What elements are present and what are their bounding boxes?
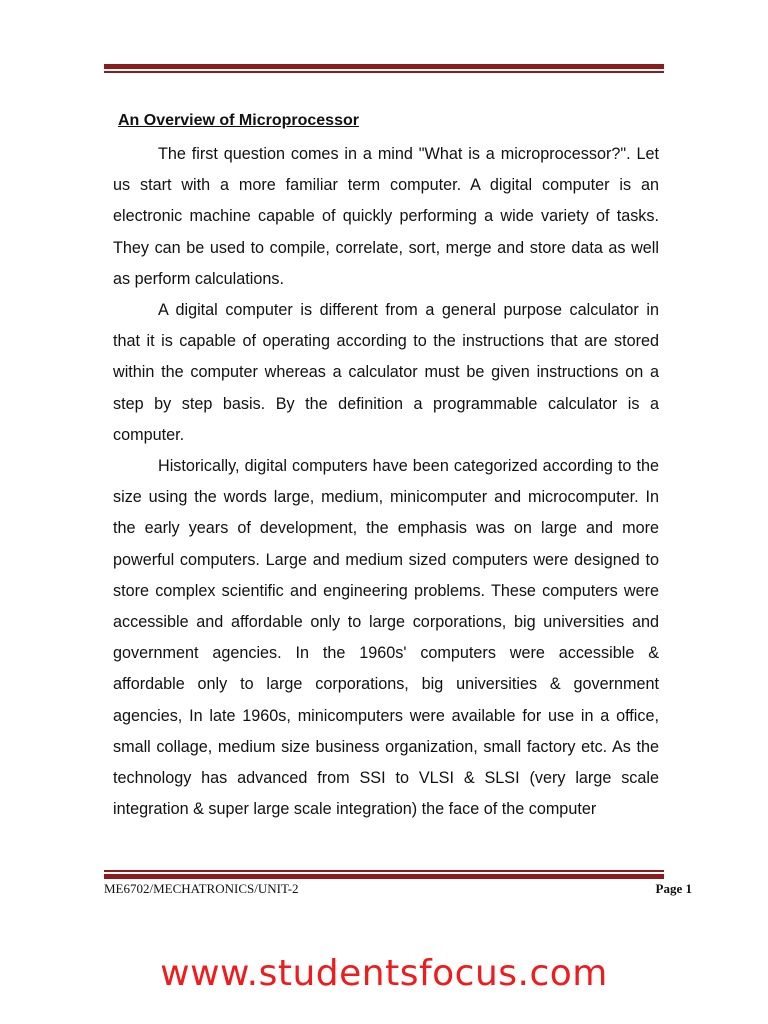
paragraph-2: A digital computer is different from a general purpose calculator in that it is capable of operating according to the instructions that are stored within the computer whereas a calculator must be given instructions on a step by step basis. By the definition a programmable calculator is a computer. (113, 301, 659, 444)
document-body (113, 109, 659, 825)
website-watermark[interactable]: www.studentsfocus.com (160, 953, 608, 994)
header-rule (104, 64, 664, 73)
paragraph-3: Historically, digital computers have been categorized according to the size using the words large, medium, minicomputer and microcomputer. In the early years of development, the emphasis was on large and more powerful computers. Large and medium sized computers were designed to store complex scientific and engineering problems. These computers were accessible and affordable only to large corporations, big universities and government agencies. In the 1960s' computers were accessible & affordable only to large corporations, big universities & government agencies, In late 1960s, minicomputers were available for use in a office, small collage, medium size business organization, small factory etc. As the technology has advanced from SSI to VLSI & SLSI (very large scale integration & super large scale integration) the face of the computer (113, 457, 659, 819)
paragraph-1: The first question comes in a mind "What is a microprocessor?". Let us start with a more familiar term computer. A digital computer is an electronic machine capable of quickly performing a wide variety of tasks. They can be used to compile, correlate, sort, merge and store data as well as perform calculations. (113, 145, 659, 288)
footer-page-number: Page 1 (655, 881, 692, 896)
section-heading: An Overview of Microprocessor (118, 112, 359, 129)
footer-rule-thick (104, 874, 664, 879)
footer-rule-thin (104, 870, 664, 872)
header-rule-thin (104, 71, 664, 73)
header-rule-thick (104, 64, 664, 69)
footer-course-code: ME6702/MECHATRONICS/UNIT-2 (104, 881, 299, 896)
footer-rule (104, 870, 664, 879)
